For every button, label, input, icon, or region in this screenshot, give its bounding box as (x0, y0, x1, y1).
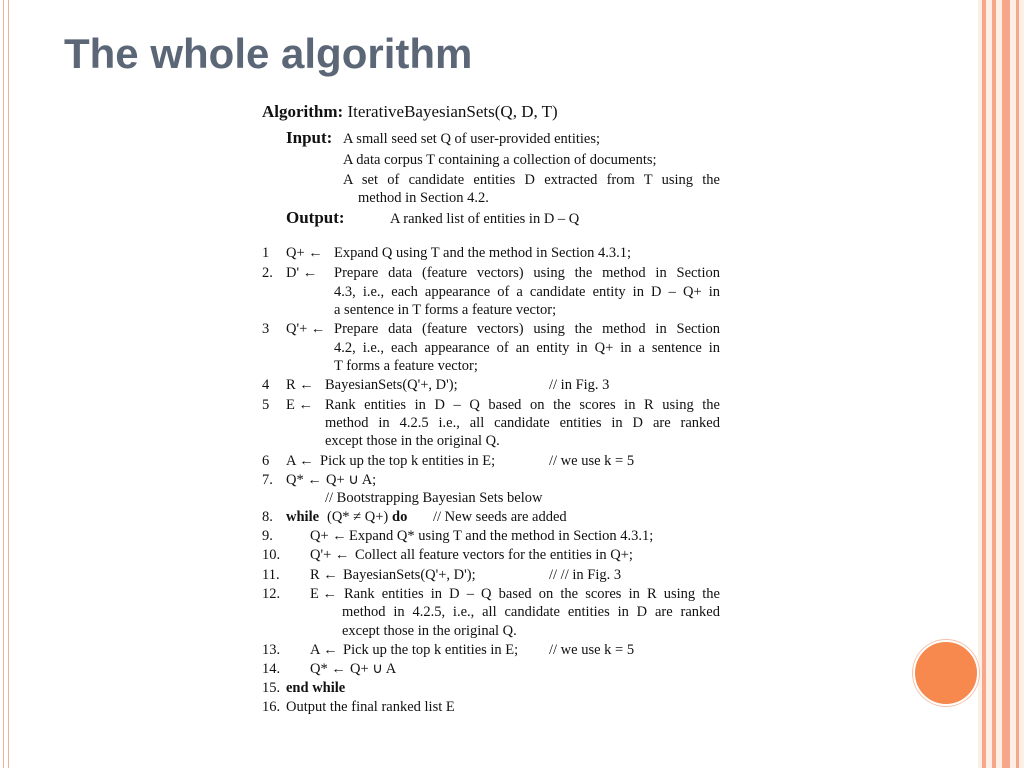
step-comment: // in Fig. 3 (549, 377, 610, 393)
step-assign: Q* ← (286, 472, 322, 488)
step-text: Q+ ∪ A (350, 661, 397, 677)
step-text: method in 4.2.5 i.e., all candidate entities in D are ranked (325, 415, 720, 431)
step-comment: // New seeds are added (433, 509, 567, 525)
step-text: Rank entities in D – Q based on the scores in R using the (325, 397, 720, 413)
step-text: Prepare data (feature vectors) using the method in Section (334, 321, 720, 337)
step-number: 1 (262, 245, 270, 261)
do-keyword: do (392, 509, 408, 525)
step-number: 9. (262, 528, 273, 544)
step-text: BayesianSets(Q'+, D'); (325, 377, 458, 393)
step-assign: A ← (286, 453, 314, 469)
input-line: A set of candidate entities D extracted from T using the (343, 172, 720, 188)
step-assign: E ← (286, 397, 313, 413)
step-number: 16. (262, 699, 281, 715)
step-number: 10. (262, 547, 281, 563)
input-line: A data corpus T containing a collection of documents; (343, 152, 657, 168)
input-label: Input: (286, 128, 333, 147)
end-while-keyword: end while (286, 680, 346, 696)
step-text: Output the final ranked list E (286, 699, 455, 715)
step-number: 5 (262, 397, 270, 413)
step-text: (Q* ≠ Q+) (327, 509, 389, 525)
step-number: 8. (262, 509, 273, 525)
step-number: 12. (262, 586, 281, 602)
step-text: Pick up the top k entities in E; (320, 453, 496, 469)
step-text: except those in the original Q. (342, 623, 517, 639)
step-number: 3 (262, 321, 270, 337)
output-label: Output: (286, 208, 345, 227)
step-assign: D' ← (286, 265, 318, 281)
step-text: 4.2, i.e., each appearance of an entity in Q+ in a sentence in (334, 340, 720, 356)
algorithm-keyword: Algorithm: (262, 102, 344, 121)
step-text: method in 4.2.5, i.e., all candidate entities in D are ranked (342, 604, 720, 620)
step-text: Q+ ∪ A; (326, 472, 377, 488)
page-title: The whole algorithm (64, 30, 473, 77)
step-text: Pick up the top k entities in E; (343, 642, 519, 658)
step-number: 4 (262, 377, 270, 393)
step-comment: // we use k = 5 (549, 642, 635, 658)
step-assign: Q'+ ← (286, 321, 326, 337)
step-number: 7. (262, 472, 273, 488)
while-keyword: while (286, 509, 320, 525)
step-text: 4.3, i.e., each appearance of a candidate entity in D – Q+ in (334, 284, 720, 300)
step-assign: A ← (310, 642, 338, 658)
step-number: 14. (262, 661, 281, 677)
step-number: 2. (262, 265, 273, 281)
step-assign: R ← (286, 377, 314, 393)
step-text: Expand Q using T and the method in Section 4.3.1; (334, 245, 632, 261)
step-number: 6 (262, 453, 270, 469)
algorithm-header (262, 103, 558, 120)
step-text: Rank entities in D – Q based on the scores in R using the (344, 586, 720, 602)
input-line: A small seed set Q of user-provided entities; (343, 131, 601, 147)
step-number: 15. (262, 680, 281, 696)
step-assign: Q+ ← (286, 245, 323, 261)
bootstrapping-comment: // Bootstrapping Bayesian Sets below (325, 490, 543, 506)
step-text: Prepare data (feature vectors) using the method in Section (334, 265, 720, 281)
step-assign: Q* ← (310, 661, 346, 677)
step-assign: R ← (310, 567, 338, 583)
step-comment: // we use k = 5 (549, 453, 635, 469)
step-text: T forms a feature vector; (334, 358, 478, 374)
step-assign: E ← (310, 586, 337, 602)
step-number: 13. (262, 642, 281, 658)
step-text: except those in the original Q. (325, 433, 500, 449)
step-comment: // // in Fig. 3 (549, 567, 622, 583)
algorithm-name: IterativeBayesianSets(Q, D, T) (347, 102, 558, 121)
step-assign: Q+ ← (310, 528, 347, 544)
step-text: Expand Q* using T and the method in Section 4.3.1; (349, 528, 654, 544)
step-text: Collect all feature vectors for the entities in Q+; (355, 547, 633, 563)
output-text: A ranked list of entities in D – Q (390, 211, 580, 227)
step-assign: Q'+ ← (310, 547, 350, 563)
step-number: 11. (262, 567, 280, 583)
step-text: a sentence in T forms a feature vector; (334, 302, 557, 318)
input-line: method in Section 4.2. (358, 190, 489, 206)
step-text: BayesianSets(Q'+, D'); (343, 567, 476, 583)
